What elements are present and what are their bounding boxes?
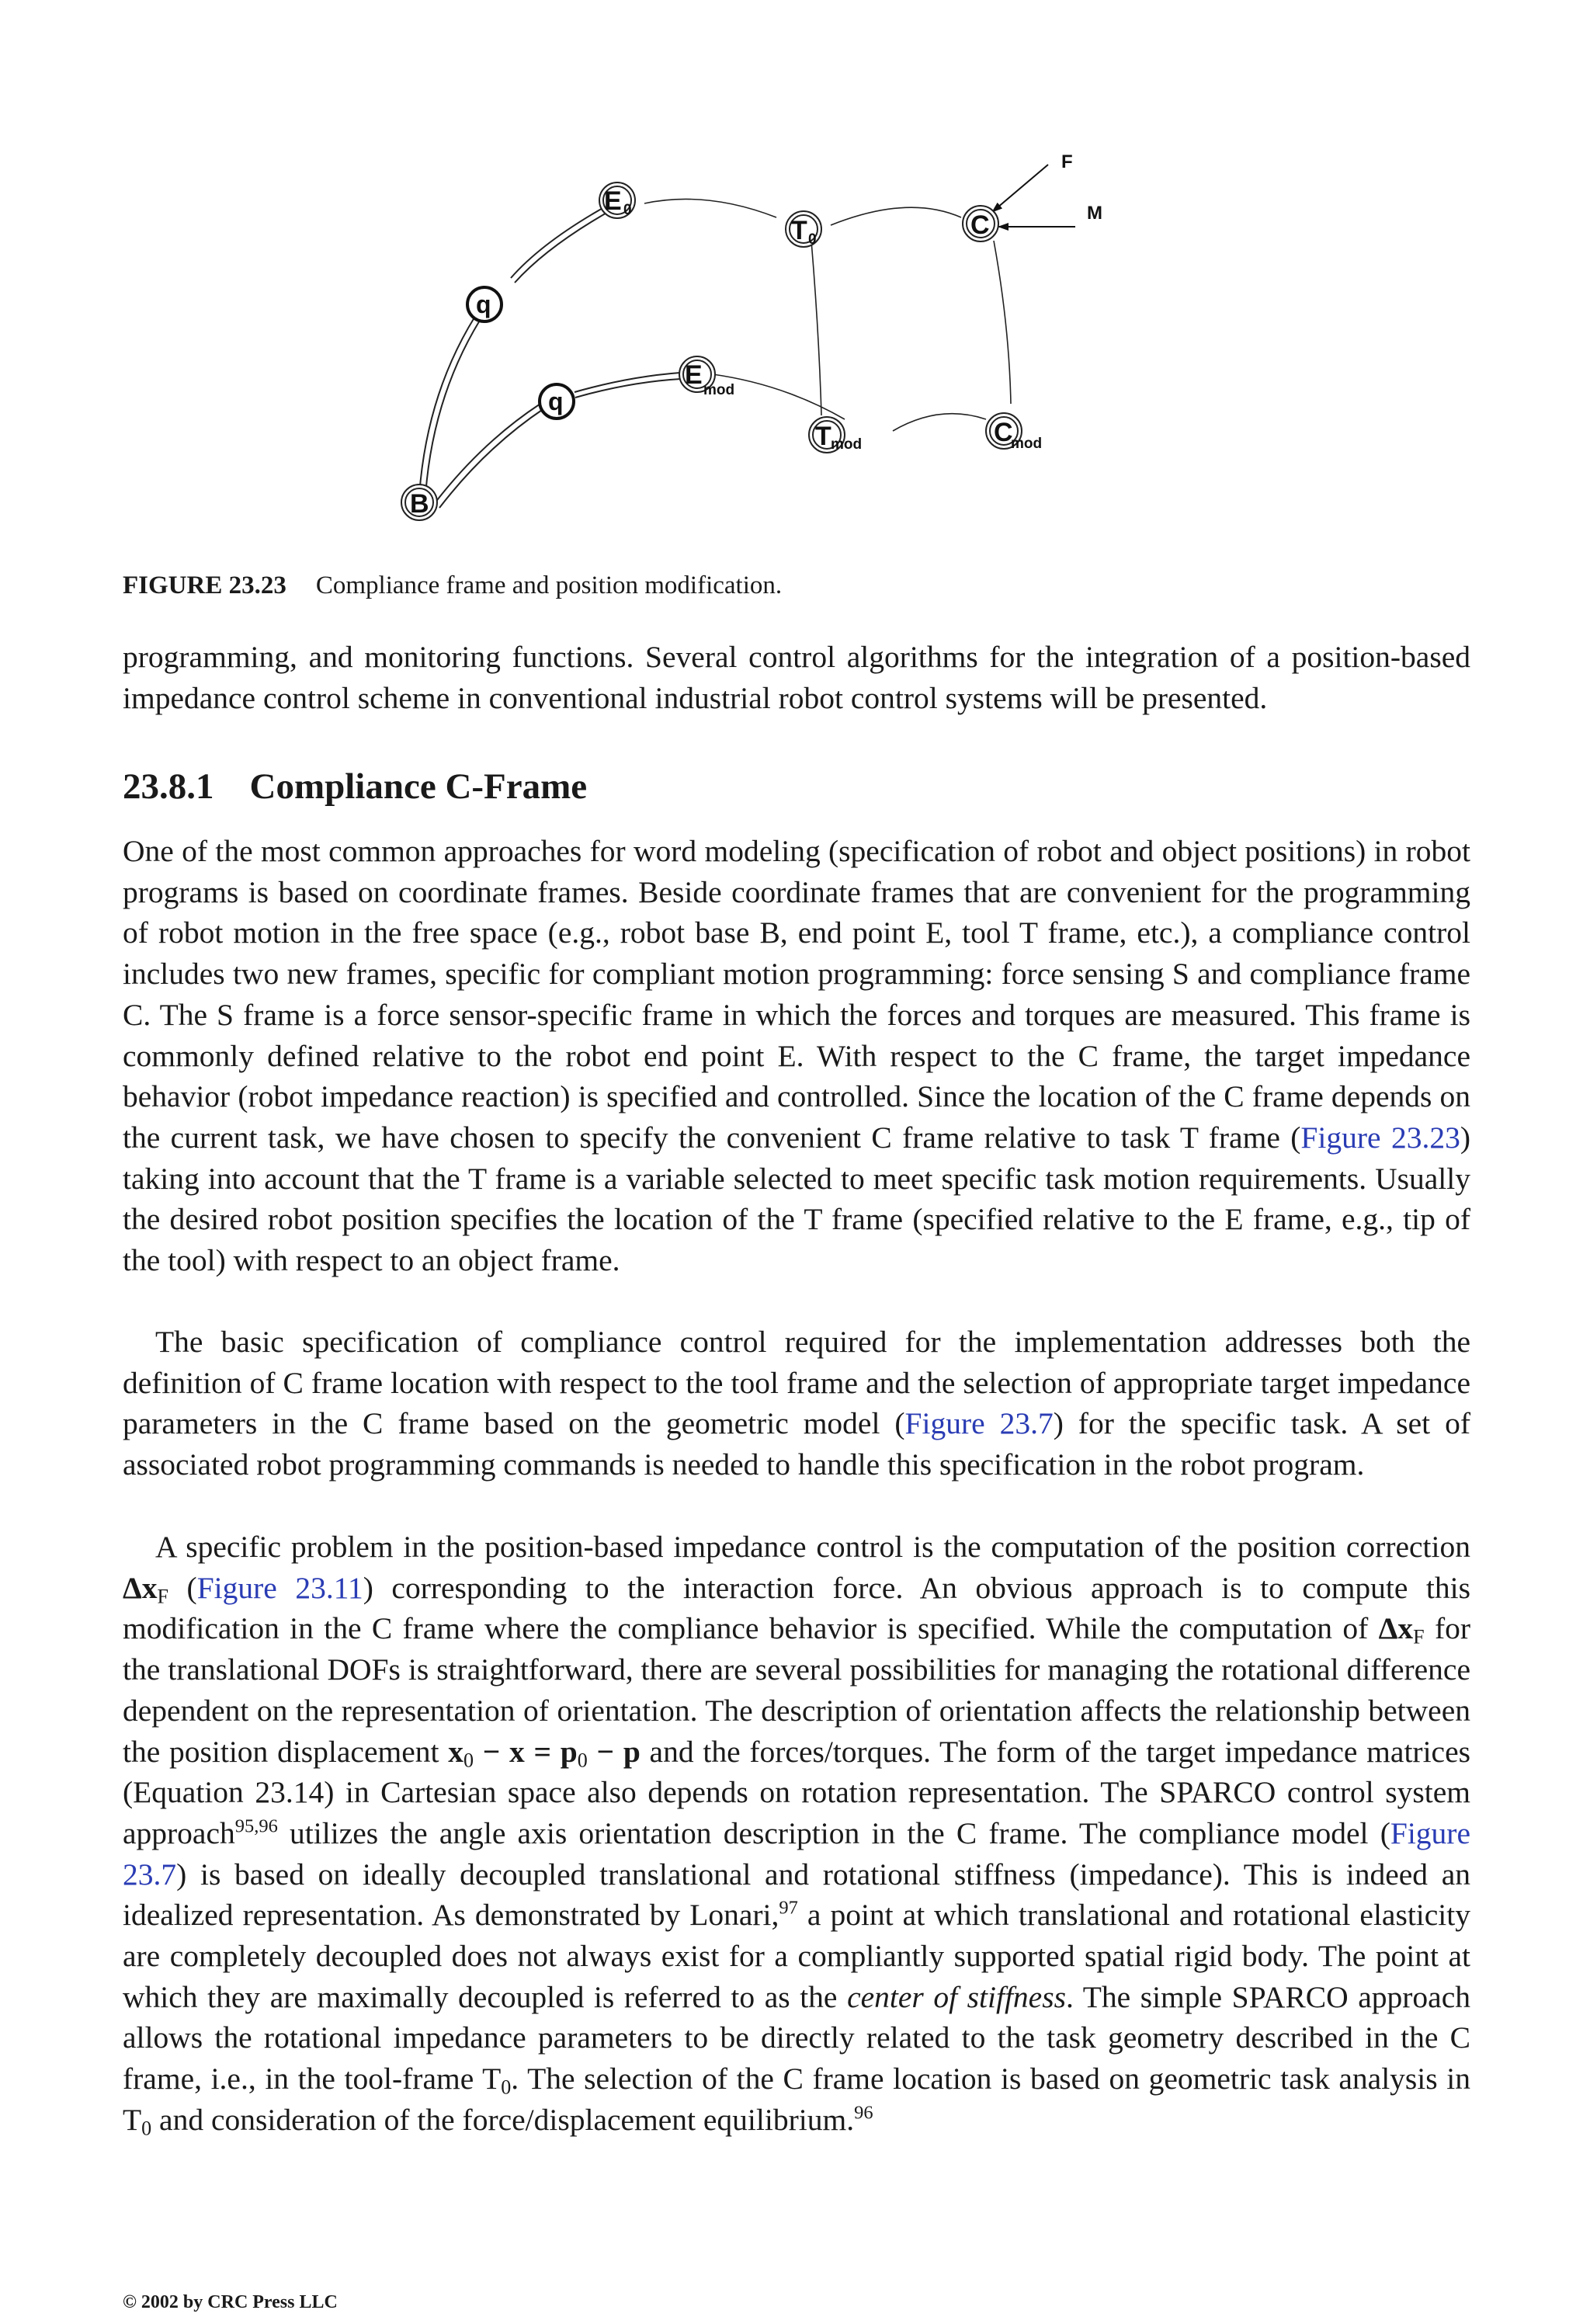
node-emod bbox=[679, 356, 734, 398]
intro-paragraph: programming, and monitoring functions. Several control algorithms for the integration of a position-based impedance control scheme in conventional industrial robot control systems will be presented. bbox=[123, 640, 1470, 715]
delta-x-f: Δx bbox=[123, 1570, 158, 1605]
force-arrow bbox=[992, 151, 1073, 212]
figure-caption-text: Compliance frame and position modification. bbox=[315, 571, 783, 599]
moment-label: M bbox=[1087, 203, 1102, 224]
figure-link-23-7[interactable]: Figure 23.7 bbox=[904, 1406, 1054, 1441]
svg-text:E: E bbox=[604, 186, 622, 216]
paragraph-2: The basic specification of compliance control required for the implementation addresses both the definition of C frame location with respect to the tool frame and the selection of appropriate target impedance parameters in the C frame based on the geometric model (Figure 23.7) for the specific task. A set of associated robot programming commands is needed to handle this specification in the robot program. bbox=[123, 1325, 1470, 1482]
svg-text:B: B bbox=[410, 489, 429, 519]
reference-97: 97 bbox=[779, 1897, 798, 1919]
svg-text:mod: mod bbox=[1011, 436, 1043, 452]
figure-caption bbox=[123, 571, 782, 600]
equation-displacement: x bbox=[448, 1734, 463, 1769]
svg-text:C: C bbox=[970, 210, 990, 240]
compliance-frame-figure bbox=[365, 132, 1273, 536]
svg-text:mod: mod bbox=[703, 382, 735, 398]
svg-text:q: q bbox=[476, 290, 491, 318]
moment-arrow bbox=[998, 203, 1102, 227]
reference-96: 96 bbox=[854, 2102, 873, 2124]
svg-text:0: 0 bbox=[623, 202, 632, 218]
joint-q-upper bbox=[467, 287, 502, 321]
section-title: Compliance C-Frame bbox=[249, 766, 588, 807]
joint-q-lower bbox=[540, 384, 574, 419]
figure-link-23-7-b[interactable]: Figure 23.7 bbox=[123, 1815, 1470, 1892]
node-tmod bbox=[809, 417, 862, 453]
svg-text:T: T bbox=[791, 216, 807, 245]
force-label: F bbox=[1061, 151, 1073, 172]
figure-caption-label: FIGURE 23.23 bbox=[123, 571, 286, 599]
svg-text:C: C bbox=[994, 418, 1013, 447]
figure-link-23-11[interactable]: Figure 23.11 bbox=[196, 1570, 363, 1605]
paragraph-1: One of the most common approaches for word modeling (specification of robot and object positions) in robot programs is based on coordinate frames. Beside coordinate frames that are convenient for the programming of robot motion in the free space (e.g., robot base B, end point E, tool T frame, etc.), a compliance control includes two new frames, specific for compliant motion programming: force sensing S and compliance frame C. The S frame is a force sensor-specific frame in which the forces and torques are measured. This frame is commonly defined relative to the robot end point E. With respect to the C frame, the target impedance behavior (robot impedance reaction) is specified and controlled. Since the location of the C frame depends on the current task, we have chosen to specify the convenient C frame relative to task T frame (Figure 23.23) taking into account that the T frame is a variable selected to meet specific task motion requirements. Usually the desired robot position specifies the location of the T frame (specified relative to the E frame, e.g., tip of the tool) with respect to an object frame. bbox=[123, 834, 1470, 1278]
svg-text:q: q bbox=[548, 387, 564, 415]
node-c bbox=[963, 206, 998, 241]
reference-95-96: 95,96 bbox=[234, 1815, 278, 1837]
copyright-footer: © 2002 by CRC Press LLC bbox=[123, 2292, 338, 2312]
svg-text:0: 0 bbox=[808, 231, 817, 248]
node-t0 bbox=[786, 211, 821, 248]
center-of-stiffness: center of stiffness bbox=[847, 1979, 1066, 2014]
svg-text:T: T bbox=[815, 422, 831, 451]
svg-text:E: E bbox=[685, 360, 703, 390]
section-heading bbox=[123, 766, 587, 808]
section-number: 23.8.1 bbox=[123, 766, 214, 807]
figure-link-23-23[interactable]: Figure 23.23 bbox=[1300, 1120, 1460, 1155]
paragraph-3: A specific problem in the position-based impedance control is the computation of the position correction $\Delta x_F$ (Figure 23.11) corresponding to the interaction force. An obvious approach is to compute this modification in the C frame where the compliance behavior is specified. While the computation of $\Delta x_F$ for the translational DOFs is straightforward, there are several possibilities for managing the rotational difference dependent on the representation of orientation. The description of orientation affects the relationship between the position displacement $x_0 - x = p_0 - p$ and the forces/torques. The form of the target impedance matrices (Equation 23.14) in Cartesian space also depends on rotation representation. The SPARCO control system approach$^{95,96}$ utilizes the angle axis orientation description in the C frame. The compliance model (Figure 23.7) is based on ideally decoupled translational and rotational stiffness (impedance). This is indeed an idealized representation. As demonstrated by Lonari,$^{97}$ a point at which translational and rotational elasticity are completely decoupled does not always exist for a compliantly supported spatial rigid body. The point at which they are maximally decoupled is referred to as the center of stiffness. The simple SPARCO approach allows the rotational impedance parameters to be directly related to the task geometry described in the C frame, i.e., in the tool-frame $T_0$. The selection of the C frame location is based on geometric task analysis in $T_0$ and consideration of the force/displacement equilibrium.$^{96}$ bbox=[123, 1530, 1471, 2140]
node-b bbox=[401, 485, 437, 520]
node-e0 bbox=[599, 182, 635, 218]
link-b-e0 bbox=[419, 203, 615, 495]
svg-text:mod: mod bbox=[831, 436, 863, 453]
frame-connections bbox=[644, 199, 1011, 431]
node-cmod bbox=[986, 413, 1042, 452]
